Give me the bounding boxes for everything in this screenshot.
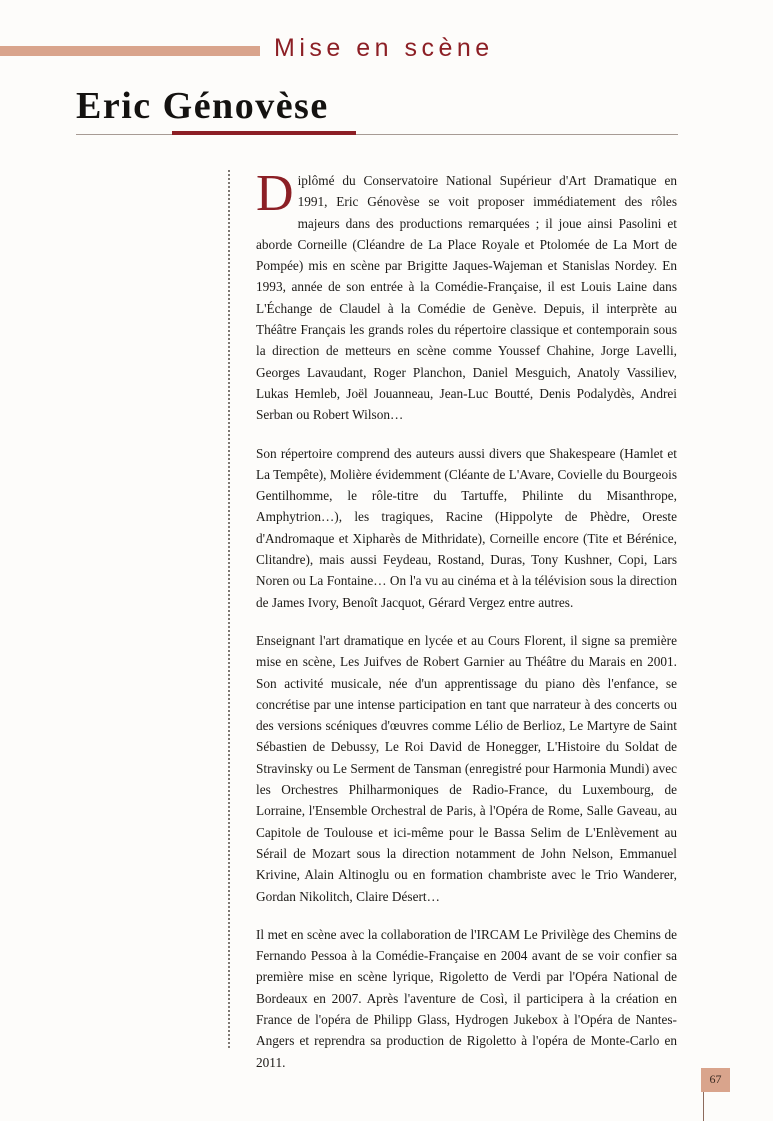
- header-color-band: [0, 46, 260, 56]
- paragraph-1: [256, 165, 677, 426]
- paragraph-3: Enseignant l'art dramatique en lycée et au Cours Florent, il signe sa première mise en scène, Les Juifves de Robert Garnier au Théâtre du Marais en 2001. Son activité musicale, née d'un apprentissage du piano dès l'enfance, se concrétise par une intense participation en tant que narrateur à des concerts ou des versions scéniques d'œuvres comme Lélio de Berlioz, Le Martyre de Saint Sébastien de Debussy, Le Roi David de Honegger, L'Histoire du Soldat de Stravinsky ou Le Serment de Tansman (enregistré pour Harmonia Mundi) avec les Orchestres Philharmoniques de Radio-France, du Luxembourg, de Lorraine, l'Ensemble Orchestral de Paris, à l'Opéra de Rome, Salle Gaveau, au Capitole de Toulouse et ici-même pour le Bassa Selim de L'Enlèvement au Sérail de Mozart sous la direction notamment de John Nelson, Emmanuel Krivine, Alain Altinoglu ou en formation chambriste avec le Trio Wanderer, Gordan Nikolitch, Claire Désert…: [256, 632, 677, 904]
- page-title: Eric Génovèse: [76, 85, 329, 127]
- dotted-margin-rule: [228, 170, 230, 1048]
- section-label: Mise en scène: [274, 34, 494, 62]
- title-accent-bar: [172, 131, 356, 135]
- title-rule: [76, 134, 678, 135]
- paragraph-1-text: iplômé du Conservatoire National Supérieur d'Art Dramatique en 1991, Eric Génovèse se voit proposer immédiatement des rôles majeurs dans des productions remarquées ; il joue ainsi Pasolini et aborde Corneille (Cléandre de La Place Royale et Ptolomée de La Mort de Pompée) mis en scène par Brigitte Jaques-Wajeman et Stanislas Nordey. En 1993, année de son entrée à la Comédie-Française, il est Louis Laine dans L'Échange de Claudel à la Comédie de Genève. Depuis, il interprète au Théâtre Français les grands roles du répertoire classique et contemporain sous la direction de metteurs en scène comme Youssef Chahine, Jorge Lavelli, Georges Lavaudant, Roger Planchon, Daniel Mesguich, Anatoly Vassiliev, Lukas Hemleb, Joël Jouanneau, Jean-Luc Boutté, Denis Podalydès, Andrei Serban ou Robert Wilson…: [256, 173, 677, 423]
- page-number-rule: [703, 1092, 704, 1121]
- drop-cap: D: [256, 165, 294, 222]
- page-number: 67: [701, 1068, 730, 1092]
- paragraph-4: Il met en scène avec la collaboration de l'IRCAM Le Privilège des Chemins de Fernando Pessoa à la Comédie-Française en 2004 avant de se voir confier sa première mise en scène lyrique, Rigoletto de Verdi par l'Opéra National de Bordeaux en 2007. Après l'aventure de Così, il participera à la création en France de l'opéra de Philipp Glass, Hydrogen Jukebox à l'Opéra de Nantes-Angers et reprendra sa production de Rigoletto à l'opéra de Monte-Carlo en 2011.: [256, 926, 677, 1070]
- biography-text: [256, 165, 677, 1090]
- paragraph-2: Son répertoire comprend des auteurs aussi divers que Shakespeare (Hamlet et La Tempête), Molière évidemment (Cléante de L'Avare, Covielle du Bourgeois Gentilhomme, le rôle-titre du Tartuffe, Philinte du Misanthrope, Amphytrion…), les tragiques, Racine (Hippolyte de Phèdre, Oreste d'Andromaque et Xipharès de Mithridate), Corneille encore (Tite et Bérénice, Clitandre), mais aussi Feydeau, Rostand, Duras, Tony Kushner, Copi, Lars Noren ou La Fontaine… On l'a vu au cinéma et à la télévision sous la direction de James Ivory, Benoît Jacquot, Gérard Vergez entre autres.: [256, 445, 677, 610]
